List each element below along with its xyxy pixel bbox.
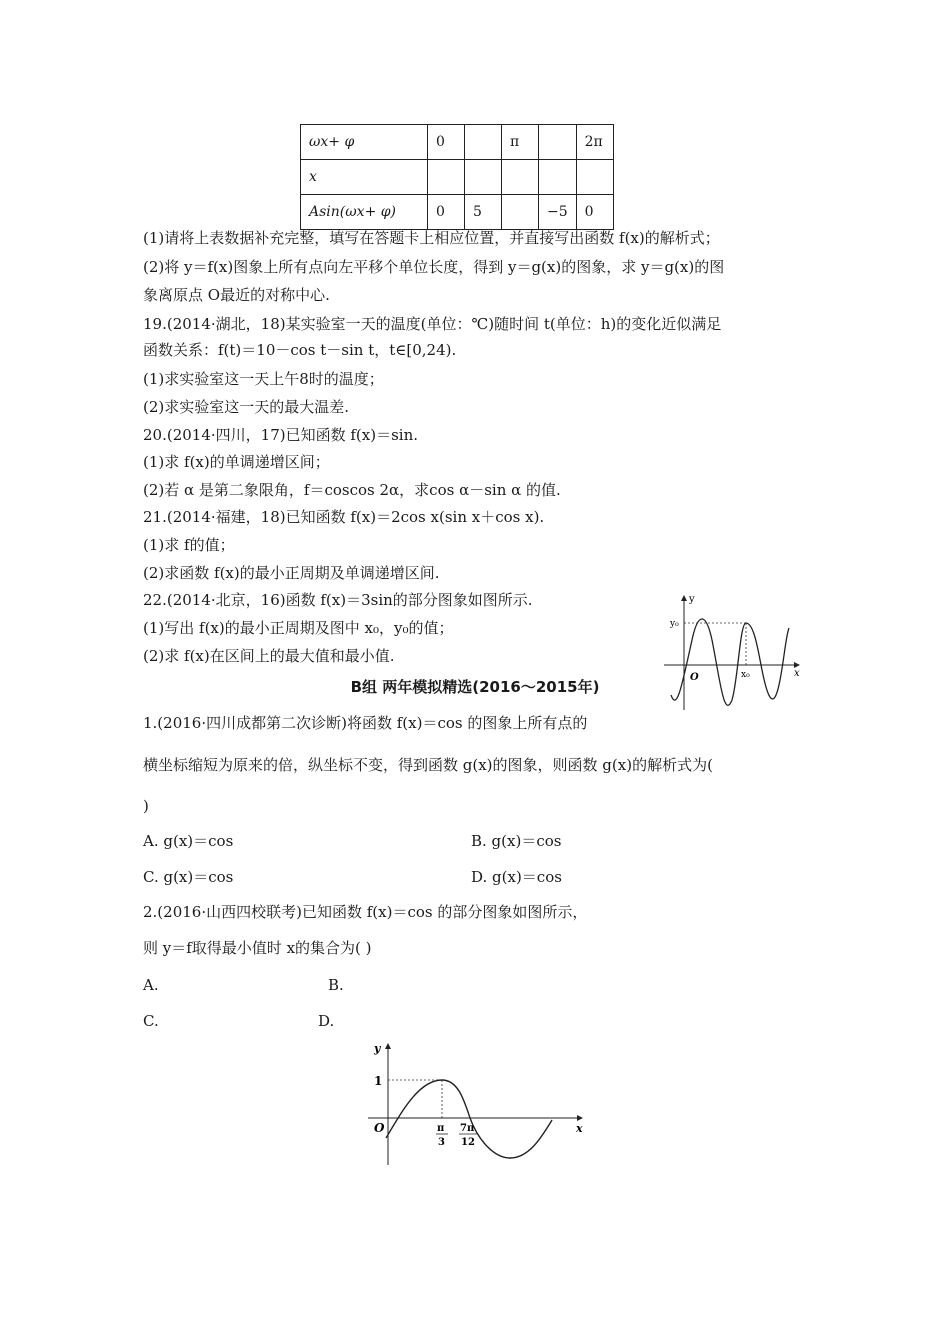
table-header-cell: x [301, 160, 428, 195]
table-cell: 0 [428, 195, 465, 230]
table-cell [465, 125, 502, 160]
text-line: 22.(2014·北京，16)函数 f(x)＝3sin的部分图象如图所示. [143, 591, 533, 609]
table-cell: −5 [539, 195, 577, 230]
y-tick-1: 1 [374, 1074, 383, 1088]
text-line: (1)求 f(x)的单调递增区间； [143, 453, 330, 471]
table-row [301, 125, 614, 160]
question-2-line: 2.(2016·山西四校联考)已知函数 f(x)＝cos 的部分图象如图所示， [143, 903, 588, 921]
table-cell: 0 [428, 125, 465, 160]
option-a: A. [143, 976, 159, 994]
y-axis-label: y [374, 1042, 381, 1055]
table-header-cell: Asin(ωx+ φ) [301, 195, 428, 230]
y-axis-label: y [689, 594, 695, 605]
text-line: (2)求实验室这一天的最大温差. [143, 398, 350, 416]
table-row [301, 160, 614, 195]
text-line: (1)请将上表数据补充完整，填写在答题卡上相应位置，并直接写出函数 f(x)的解析式； [143, 229, 720, 247]
option-c: C. [143, 1012, 159, 1030]
text-line: 象离原点 O最近的对称中心. [143, 286, 330, 304]
table-header-cell: ωx+ φ [301, 125, 428, 160]
question-1-line: 1.(2016·四川成都第二次诊断)将函数 f(x)＝cos 的图象上所有点的 [143, 714, 588, 732]
x-axis-label: x [794, 668, 800, 679]
option-c: C. g(x)＝cos [143, 868, 234, 886]
option-b: B. g(x)＝cos [471, 832, 562, 850]
option-b: B. [328, 976, 344, 994]
text-line: 函数关系：f(t)＝10－cos t－sin t，t∈[0,24). [143, 341, 457, 359]
text-line: (2)求 f(x)在区间上的最大值和最小值. [143, 647, 395, 665]
option-d: D. [318, 1012, 335, 1030]
value-table [300, 124, 614, 230]
x0-label: x₀ [741, 670, 750, 680]
text-line: (1)求实验室这一天上午8时的温度； [143, 370, 384, 388]
text-line: (1)求 f的值； [143, 536, 235, 554]
option-d: D. g(x)＝cos [471, 868, 562, 886]
table-cell: 0 [576, 195, 613, 230]
option-a: A. g(x)＝cos [143, 832, 234, 850]
tick-pi-over-3-denominator: 3 [438, 1137, 445, 1148]
question-2-line: 则 y＝f取得最小值时 x的集合为( ) [143, 939, 372, 957]
table-cell [576, 160, 613, 195]
question-1-line: 横坐标缩短为原来的倍，纵坐标不变，得到函数 g(x)的图象，则函数 g(x)的解析式为( [143, 756, 713, 774]
text-line: (2)若 α 是第二象限角，f＝coscos 2α，求cos α－sin α 的值. [143, 481, 561, 499]
text-line: 19.(2014·湖北，18)某实验室一天的温度(单位：℃)随时间 t(单位：h)的变化近似满足 [143, 315, 722, 333]
table-cell [539, 125, 577, 160]
tick-pi-over-3-numerator: π [437, 1123, 445, 1134]
text-line: (2)求函数 f(x)的最小正周期及单调递增区间. [143, 564, 440, 582]
table-cell [502, 195, 539, 230]
cosine-graph-figure [360, 1040, 590, 1170]
table-cell: π [502, 125, 539, 160]
table-cell [428, 160, 465, 195]
table-cell [465, 160, 502, 195]
text-line: 21.(2014·福建，18)已知函数 f(x)＝2cos x(sin x＋cos x). [143, 508, 545, 526]
tick-7pi-over-12-numerator: 7π [460, 1123, 475, 1134]
table-cell [539, 160, 577, 195]
table-cell: 5 [465, 195, 502, 230]
sine-graph-figure [662, 590, 812, 720]
question-1-line: ) [143, 797, 149, 815]
section-title: B组 两年模拟精选(2016～2015年) [350, 678, 600, 696]
tick-7pi-over-12-denominator: 12 [461, 1137, 475, 1148]
origin-label: O [374, 1121, 385, 1135]
text-line: 20.(2014·四川，17)已知函数 f(x)＝sin. [143, 426, 418, 444]
x-axis-label: x [576, 1122, 583, 1135]
text-line: (1)写出 f(x)的最小正周期及图中 x₀，y₀的值； [143, 619, 454, 637]
origin-label: O [690, 672, 699, 683]
table-row [301, 195, 614, 230]
y0-label: y₀ [670, 619, 679, 629]
table-cell: 2π [576, 125, 613, 160]
text-line: (2)将 y＝f(x)图象上所有点向左平移个单位长度，得到 y＝g(x)的图象，求 y＝g(x)的图 [143, 258, 725, 276]
table-cell [502, 160, 539, 195]
